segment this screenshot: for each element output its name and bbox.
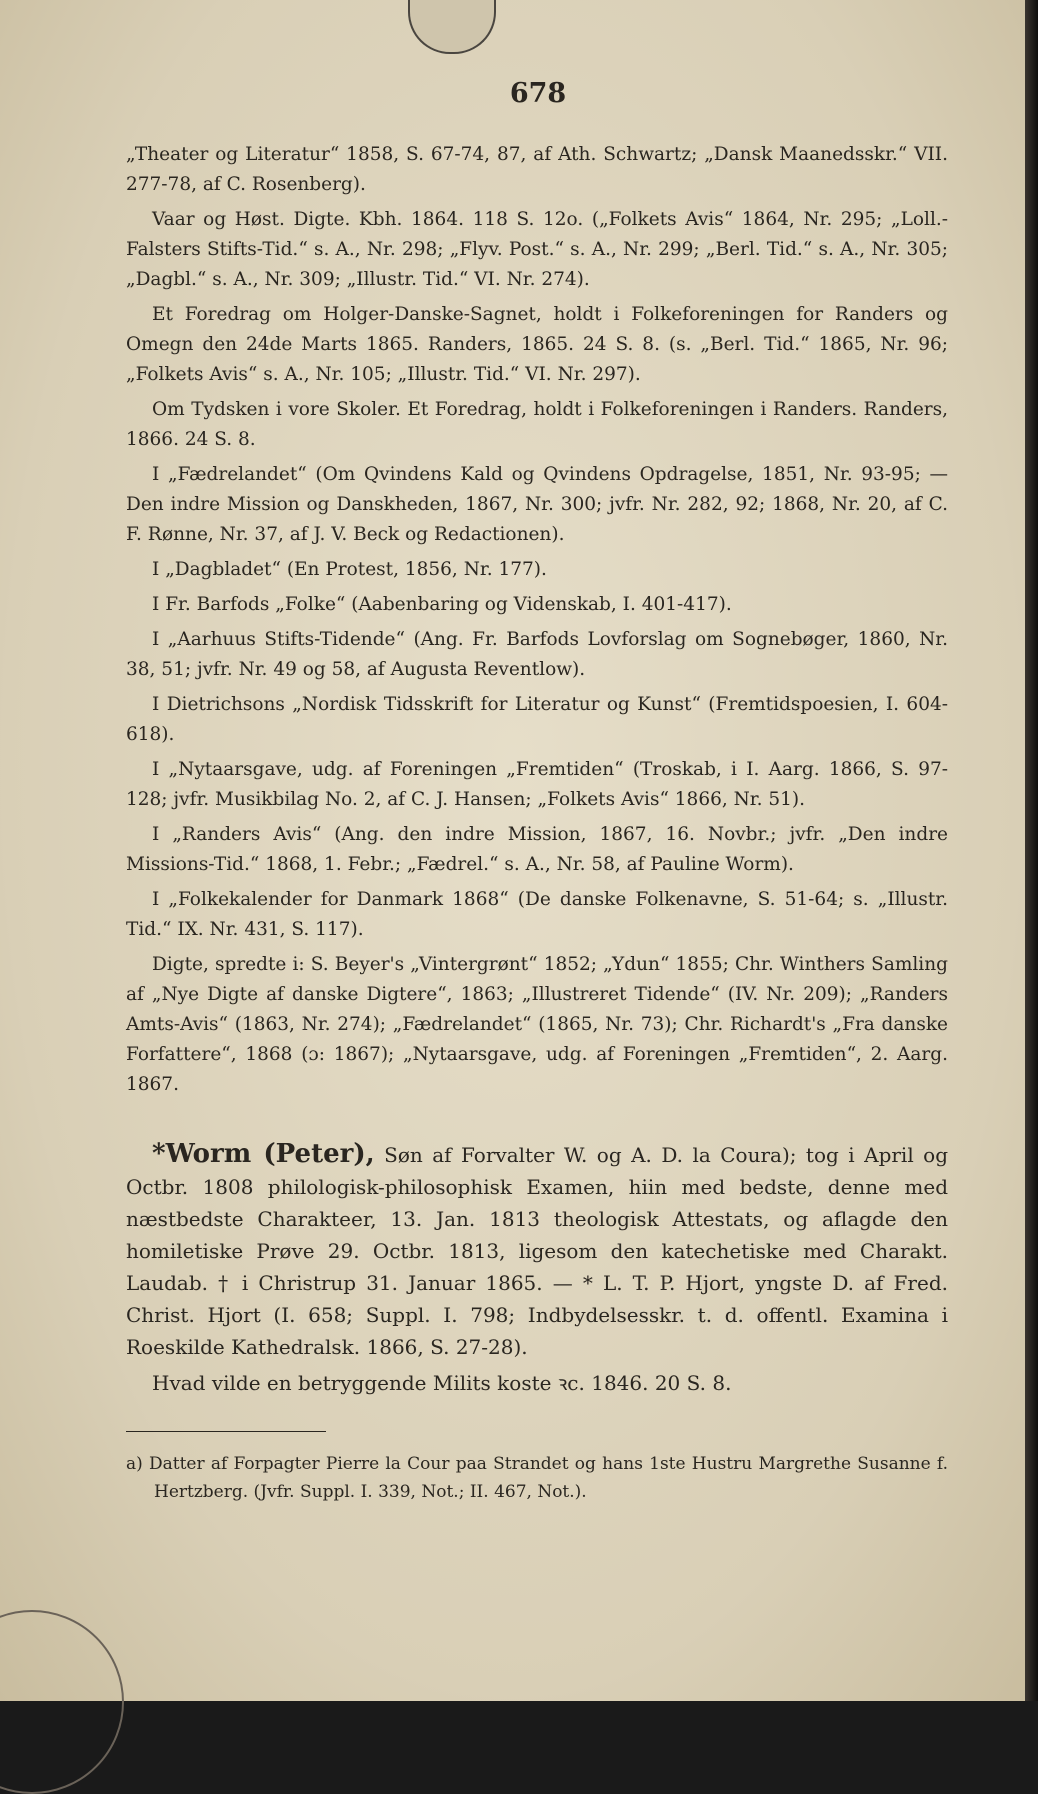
page-content xyxy=(126,140,948,1506)
paragraph-3: Et Foredrag om Holger-Danske-Sagnet, holdt i Folkeforeningen for Randers og Omegn den 24de Marts 1865. Randers, 1865. 24 S. 8. (s. „Berl. Tid.“ 1865, Nr. 96; „Folkets Avis“ s. A., Nr. 105; „Illustr. Tid.“ VI. Nr. 297). xyxy=(126,304,948,385)
footnote: a) Datter af Forpagter Pierre la Cour paa Strandet og hans 1ste Hustru Margrethe Susanne f. Hertzberg. (Jvfr. Suppl. I. 339, Not.; II. 467, Not.). xyxy=(126,1454,948,1502)
paragraph-10: I „Nytaarsgave, udg. af Foreningen „Fremtiden“ (Troskab, i I. Aarg. 1866, S. 97-128; jvfr. Musikbilag No. 2, af C. J. Hansen; „Folkets Avis“ 1866, Nr. 51). xyxy=(126,759,948,810)
page-edge-shadow xyxy=(1025,0,1038,1701)
library-stamp-arc xyxy=(0,1610,124,1794)
paragraph-6: I „Dagbladet“ (En Protest, 1856, Nr. 177). xyxy=(152,559,547,580)
binding-tab xyxy=(408,0,496,54)
biography-work: Hvad vilde en betryggende Milits koste ꝛc. 1846. 20 S. 8. xyxy=(152,1371,732,1395)
footnote-rule xyxy=(126,1431,326,1432)
paragraph-2: Vaar og Høst. Digte. Kbh. 1864. 118 S. 12o. („Folkets Avis“ 1864, Nr. 295; „Loll.-Falsters Stifts-Tid.“ s. A., Nr. 298; „Flyv. Post.“ s. A., Nr. 299; „Berl. Tid.“ s. A., Nr. 305; „Dagbl.“ s. A., Nr. 309; „Illustr. Tid.“ VI. Nr. 274). xyxy=(126,209,948,290)
paragraph-8: I „Aarhuus Stifts-Tidende“ (Ang. Fr. Barfods Lovforslag om Sognebøger, 1860, Nr. 38, 51; jvfr. Nr. 49 og 58, af Augusta Reventlow). xyxy=(126,629,948,680)
paragraph-5: I „Fædrelandet“ (Om Qvindens Kald og Qvindens Opdragelse, 1851, Nr. 93-95; — Den indre Mission og Danskheden, 1867, Nr. 300; jvfr. Nr. 282, 92; 1868, Nr. 20, af C. F. Rønne, Nr. 37, af J. V. Beck og Redactionen). xyxy=(126,464,948,545)
paragraph-11: I „Randers Avis“ (Ang. den indre Mission, 1867, 16. Novbr.; jvfr. „Den indre Missions-Tid.“ 1868, 1. Febr.; „Fædrel.“ s. A., Nr. 58, af Pauline Worm). xyxy=(126,824,948,875)
entry-text: Søn af Forvalter W. og A. D. la Coura); tog i April og Octbr. 1808 philologisk-philosophisk Examen, hiin med bedste, denne med næstbedste Charakteer, 13. Jan. 1813 theologisk Attestats, og aflagde den homiletiske Prøve 29. Octbr. 1813, ligesom den katechetiske med Charakt. Laudab. † i Christrup 31. Januar 1865. — * L. T. P. Hjort, yngste D. af Fred. Christ. Hjort (I. 658; Suppl. I. 798; Indbydelsesskr. t. d. offentl. Examina i Roeskilde Kathedralsk. 1866, S. 27-28). xyxy=(126,1143,949,1359)
paragraph-4: Om Tydsken i vore Skoler. Et Foredrag, holdt i Folkeforeningen i Randers. Randers, 1866. 24 S. 8. xyxy=(126,399,948,450)
page-number: 678 xyxy=(509,78,567,109)
entry-name: *Worm (Peter), xyxy=(152,1139,375,1169)
paragraph-7: I Fr. Barfods „Folke“ (Aabenbaring og Videnskab, I. 401-417). xyxy=(152,594,732,615)
paragraph-9: I Dietrichsons „Nordisk Tidsskrift for Literatur og Kunst“ (Fremtidspoesien, I. 604-618). xyxy=(126,694,948,745)
paragraph-12: I „Folkekalender for Danmark 1868“ (De danske Folkenavne, S. 51-64; s. „Illustr. Tid.“ IX. Nr. 431, S. 117). xyxy=(126,889,948,940)
paragraph-13: Digte, spredte i: S. Beyer's „Vintergrønt“ 1852; „Ydun“ 1855; Chr. Winthers Samling af „Nye Digte af danske Digtere“, 1863; „Illustreret Tidende“ (IV. Nr. 209); „Randers Amts-Avis“ (1863, Nr. 274); „Fædrelandet“ (1865, Nr. 73); Chr. Richardt's „Fra danske Forfattere“, 1868 (ɔ: 1867); „Nytaarsgave, udg. af Foreningen „Fremtiden“, 2. Aarg. 1867. xyxy=(126,954,948,1095)
paragraph-1: „Theater og Literatur“ 1858, S. 67-74, 87, af Ath. Schwartz; „Dansk Maanedsskr.“ VII. 277-78, af C. Rosenberg). xyxy=(126,144,948,195)
biography-entry xyxy=(126,1138,948,1363)
